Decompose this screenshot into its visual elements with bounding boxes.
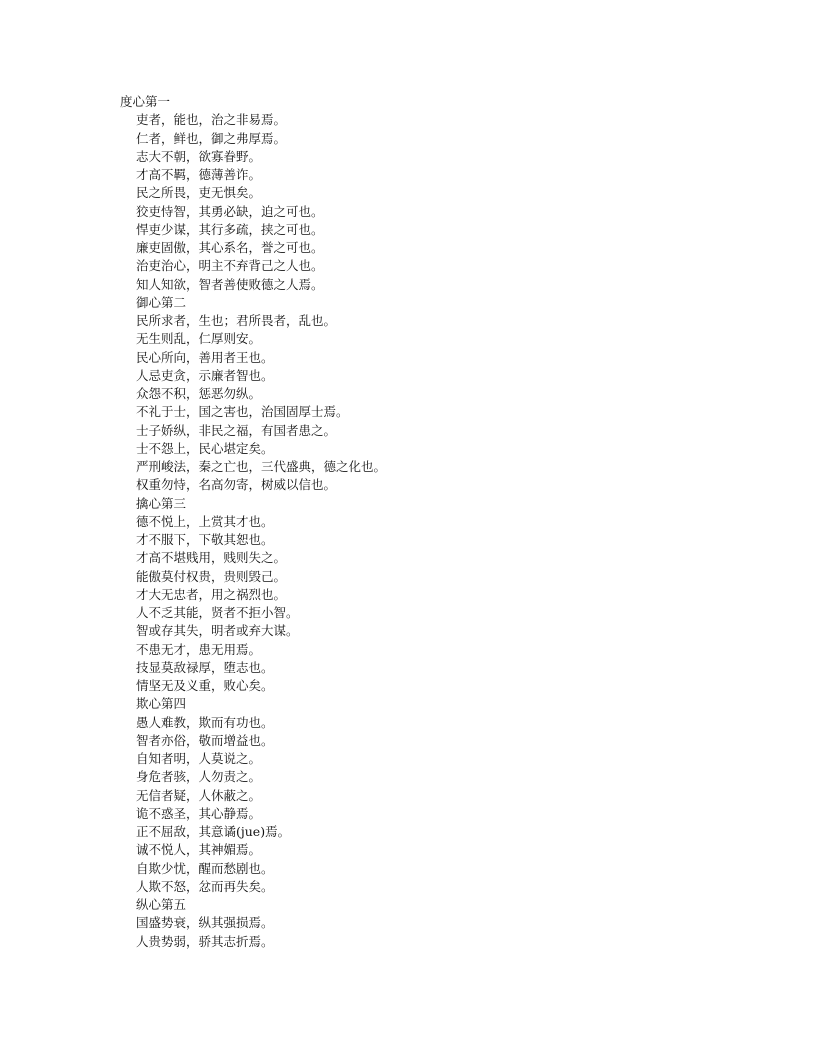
text-line: 能傲莫付权贵，贵则毁己。 (136, 568, 287, 584)
text-line: 才高不堪贱用，贱则失之。 (136, 550, 287, 566)
text-line: 正不屈敌，其意谲(jue)焉。 (136, 824, 291, 839)
text-line: 愚人难教，欺而有功也。 (136, 714, 274, 730)
text-line: 民心所向，善用者王也。 (136, 349, 274, 365)
text-line: 志大不朝，欲寡眷野。 (136, 148, 262, 164)
section-heading: 御心第二 (136, 294, 187, 310)
text-line: 自欺少忧，醒而愁剧也。 (136, 860, 274, 876)
text-line: 悍吏少谋，其行多疏，挟之可也。 (136, 221, 324, 237)
text-line: 国盛势衰，纵其强损焉。 (136, 915, 274, 931)
text-line: 不患无才，患无用焉。 (136, 641, 262, 657)
text-line: 知人知欲，智者善使败德之人焉。 (136, 276, 324, 292)
text-line: 士不怨上，民心堪定矣。 (136, 440, 274, 456)
text-line: 才高不羁，德薄善诈。 (136, 167, 262, 182)
text-line: 诡不惑圣，其心静焉。 (136, 805, 262, 821)
text-line: 无信者疑，人休蔽之。 (136, 787, 262, 803)
text-line: 众怨不积，惩恶勿纵。 (136, 386, 262, 401)
text-line: 狡吏恃智，其勇必缺，迫之可也。 (136, 203, 324, 219)
document-body (120, 93, 780, 951)
text-line: 人不乏其能，贤者不拒小智。 (136, 605, 299, 620)
text-line: 仁者，鲜也，御之弗厚焉。 (136, 130, 287, 146)
text-line: 智或存其失，明者或弃大谋。 (136, 623, 299, 639)
section-heading: 纵心第五 (136, 897, 187, 912)
text-line: 德不悦上，上赏其才也。 (136, 513, 274, 529)
section-heading: 欺心第四 (136, 696, 187, 712)
text-line: 无生则乱，仁厚则安。 (136, 331, 262, 347)
text-line: 士子娇纵，非民之福，有国者患之。 (136, 422, 337, 438)
text-line: 治吏治心，明主不弃背己之人也。 (136, 258, 324, 274)
text-line: 吏者，能也，治之非易焉。 (136, 112, 287, 128)
text-line: 民所求者，生也；君所畏者，乱也。 (136, 313, 337, 328)
section-heading: 度心第一 (120, 94, 171, 109)
text-line: 技显莫敌禄厚，堕志也。 (136, 659, 274, 675)
text-line: 严刑峻法，秦之亡也，三代盛典，德之化也。 (136, 459, 387, 474)
text-line: 智者亦俗，敬而增益也。 (136, 732, 274, 748)
text-line: 人贵势弱，骄其志折焉。 (136, 933, 274, 949)
text-line: 才大无忠者，用之祸烈也。 (136, 586, 287, 602)
text-line: 廉吏固傲，其心系名，誉之可也。 (136, 240, 324, 255)
text-line: 人忌吏贪，示廉者智也。 (136, 367, 274, 383)
section-heading: 擒心第三 (136, 495, 187, 511)
text-line: 身危者骇，人勿责之。 (136, 769, 262, 785)
text-line: 才不服下，下敬其恕也。 (136, 532, 274, 547)
text-line: 权重勿恃，名高勿寄，树威以信也。 (136, 477, 337, 493)
text-line: 诚不悦人，其神媚焉。 (136, 842, 262, 858)
text-line: 情坚无及义重，败心矣。 (136, 678, 274, 693)
text-line: 自知者明，人莫说之。 (136, 751, 262, 766)
text-line: 民之所畏，吏无惧矣。 (136, 185, 262, 201)
text-line: 不礼于士，国之害也，治国固厚士焉。 (136, 404, 349, 420)
text-line: 人欺不怒，忿而再失矣。 (136, 878, 274, 894)
